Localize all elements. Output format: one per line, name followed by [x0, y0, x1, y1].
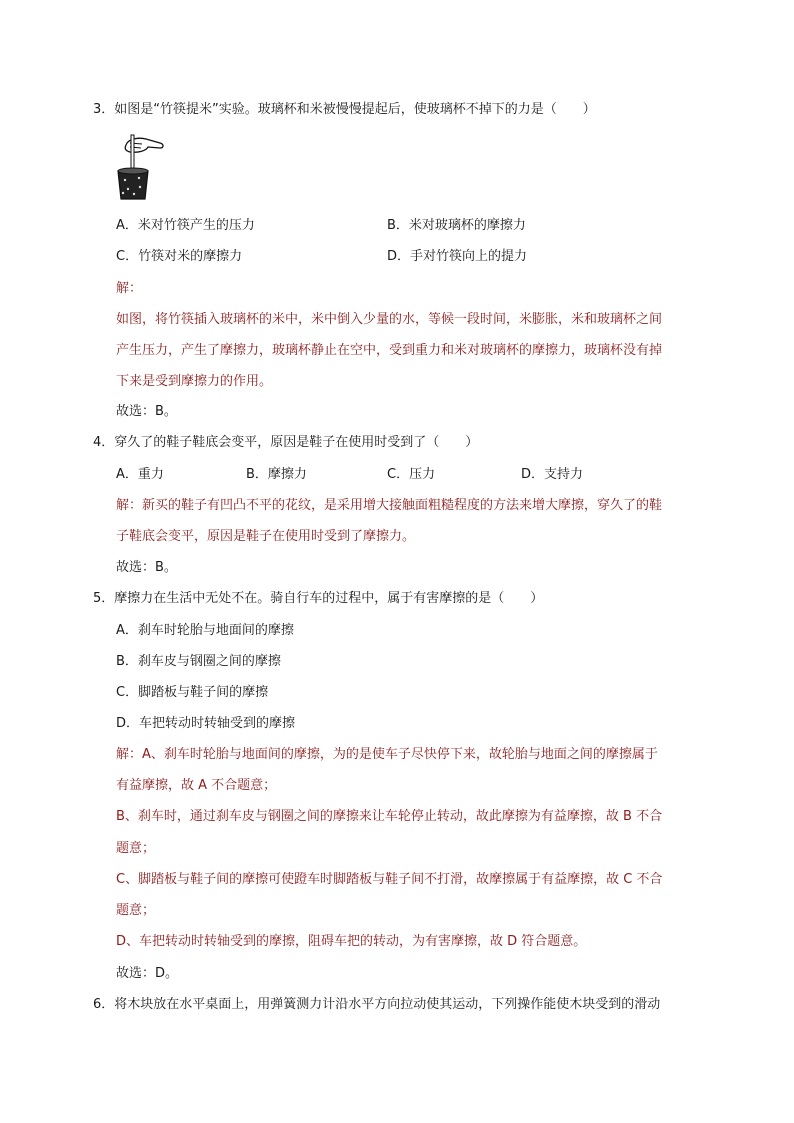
q5-answer: 故选：D。	[116, 966, 179, 981]
q4-solution-line: 子鞋底会变平，原因是鞋子在使用时受到了摩擦力。	[116, 529, 416, 544]
q6-stem: 6．将木块放在水平桌面上，用弹簧测力计沿水平方向拉动使其运动，下列操作能使木块受到的滑动	[93, 997, 661, 1012]
q3-solution-line: 产生压力，产生了摩擦力，玻璃杯静止在空中，受到重力和米对玻璃杯的摩擦力，玻璃杯没有掉	[116, 343, 663, 358]
q3-stem: 3．如图是“竹筷提米”实验。玻璃杯和米被慢慢提起后，使玻璃杯不掉下的力是（ ）	[93, 102, 596, 117]
q3-solution-line: 如图，将竹筷插入玻璃杯的米中，米中倒入少量的水，等候一段时间，米膨胀，米和玻璃杯之间	[116, 312, 663, 327]
q5-solution-line: 有益摩擦，故 A 不合题意；	[116, 778, 277, 793]
q5-solution-line: 题意；	[116, 903, 156, 918]
q5-solution-line: 解：A、刹车时轮胎与地面间的摩擦，为的是使车子尽快停下来，故轮胎与地面之间的摩擦属于	[116, 747, 658, 762]
q3-solution-label: 解：	[116, 281, 143, 296]
q3-solution-line: 下来是受到摩擦力的作用。	[116, 374, 273, 389]
q5-option-a: A．刹车时轮胎与地面间的摩擦	[116, 623, 294, 638]
q5-solution-line: 题意；	[116, 841, 156, 856]
q5-option-c: C．脚踏板与鞋子间的摩擦	[116, 685, 269, 700]
hand-lifting-rice-cup-with-chopstick-icon	[112, 131, 168, 203]
q5-solution-line: B、刹车时，通过刹车皮与钢圈之间的摩擦来让车轮停止转动，故此摩擦为有益摩擦，故 B 不合	[116, 809, 663, 824]
q5-stem: 5．摩擦力在生活中无处不在。骑自行车的过程中，属于有害摩擦的是（ ）	[93, 591, 544, 606]
q3-option-a: A．米对竹筷产生的压力	[116, 218, 255, 233]
q4-stem: 4．穿久了的鞋子鞋底会变平，原因是鞋子在使用时受到了（ ）	[93, 435, 479, 450]
q5-option-b: B．刹车皮与钢圈之间的摩擦	[116, 654, 281, 669]
q3-answer: 故选：B。	[116, 404, 177, 419]
q3-option-b: B．米对玻璃杯的摩擦力	[387, 218, 526, 233]
q4-solution-line: 解：新买的鞋子有凹凸不平的花纹，是采用增大接触面粗糙程度的方法来增大摩擦，穿久了的鞋	[116, 498, 663, 513]
q5-solution-line: D、车把转动时转轴受到的摩擦，阻碍车把的转动，为有害摩擦，故 D 符合题意。	[116, 934, 587, 949]
q4-option-b: B．摩擦力	[246, 467, 307, 482]
q4-answer: 故选：B。	[116, 560, 177, 575]
q4-option-d: D．支持力	[521, 467, 584, 482]
q5-solution-line: C、脚踏板与鞋子间的摩擦可使蹬车时脚踏板与鞋子间不打滑，故摩擦属于有益摩擦，故 C 不合	[116, 872, 663, 887]
q3-option-d: D．手对竹筷向上的提力	[387, 249, 528, 264]
q3-option-c: C．竹筷对米的摩擦力	[116, 249, 243, 264]
q4-option-a: A．重力	[116, 467, 164, 482]
q5-option-d: D．车把转动时转轴受到的摩擦	[116, 716, 296, 731]
q4-option-c: C．压力	[387, 467, 436, 482]
